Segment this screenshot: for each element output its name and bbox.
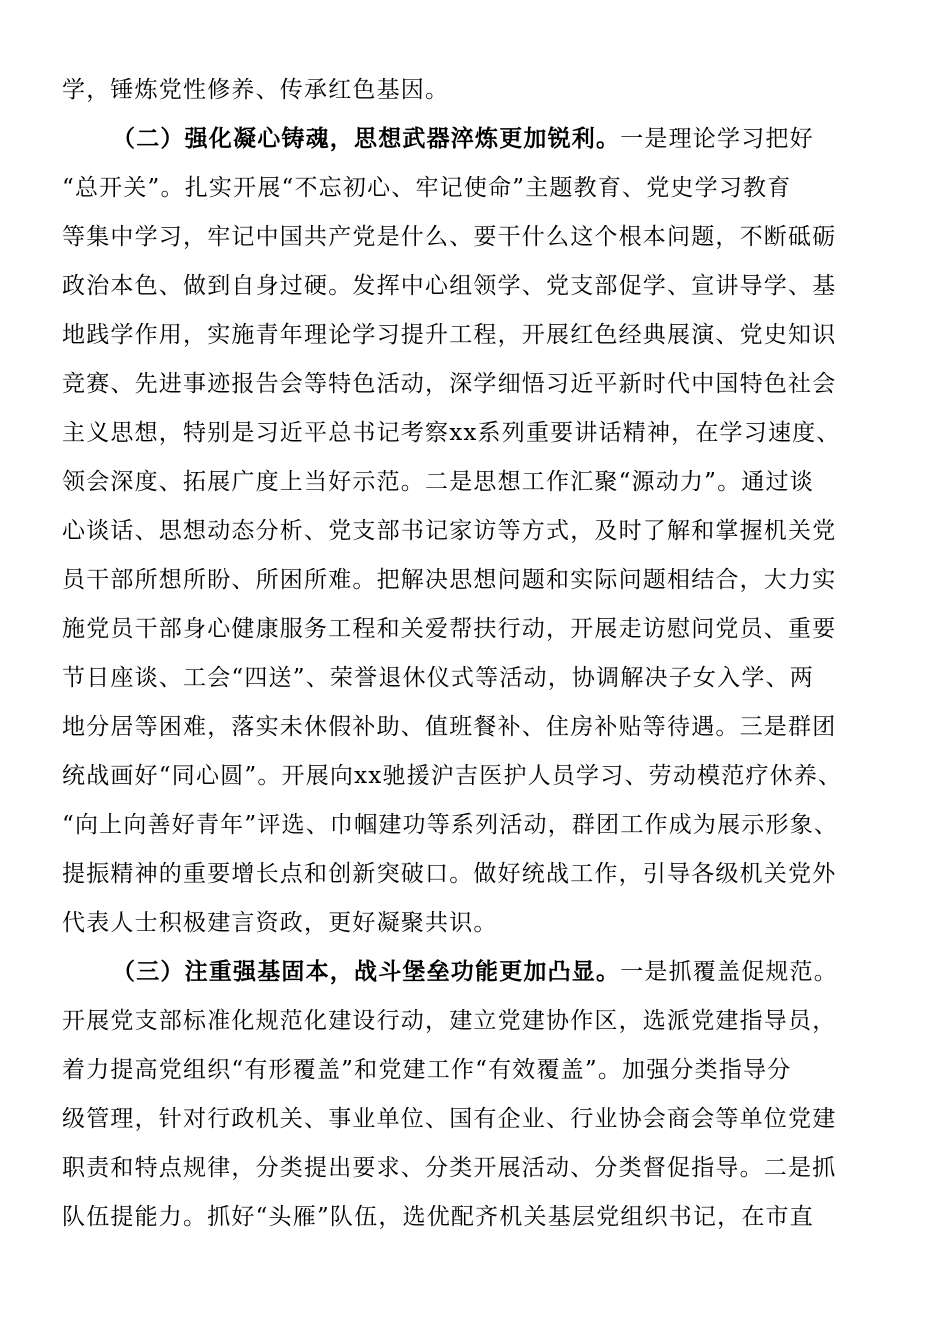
text-line: 代表人士积极建言资政，更好凝聚共识。: [62, 910, 498, 936]
text-line: 地分居等困难，落实未休假补助、值班餐补、住房补贴等待遇。三是群团: [62, 714, 837, 740]
section-3-lead-text: 一是抓覆盖促规范。: [620, 959, 839, 985]
text-line: “总开关”。扎实开展“不忘初心、牢记使命”主题教育、党史学习教育: [62, 175, 792, 201]
text-line: 政治本色、做到自身过硬。发挥中心组领学、党支部促学、宣讲导学、基: [62, 273, 837, 299]
section-3-first-line: [112, 952, 838, 992]
text-line: 开展党支部标准化规范化建设行动，建立党建协作区，选派党建指导员，: [62, 1008, 837, 1034]
text-line: 提振精神的重要增长点和创新突破口。做好统战工作，引导各级机关党外: [62, 861, 837, 887]
text-line: 等集中学习，牢记中国共产党是什么、要干什么这个根本问题，不断砥砺: [62, 224, 837, 250]
text-line: 员干部所想所盼、所困所难。把解决思想问题和实际问题相结合，大力实: [62, 567, 837, 593]
text-line: 施党员干部身心健康服务工程和关爱帮扶行动，开展走访慰问党员、重要: [62, 616, 837, 642]
text-line: 着力提高党组织“有形覆盖”和党建工作“有效覆盖”。加强分类指导分: [62, 1057, 792, 1083]
text-line: 主义思想，特别是习近平总书记考察xx系列重要讲话精神，在学习速度、: [62, 420, 841, 446]
text-line: “向上向善好青年”评选、巾帼建功等系列活动，群团工作成为展示形象、: [62, 812, 839, 838]
section-2-first-line: [112, 119, 814, 159]
text-line: 学，锤炼党性修养、传承红色基因。: [62, 77, 450, 103]
text-line: 地践学作用，实施青年理论学习提升工程，开展红色经典展演、党史知识: [62, 322, 837, 348]
section-2-lead-text: 一是理论学习把好: [620, 126, 814, 152]
section-3-heading: （三）注重强基固本，战斗堡垒功能更加凸显。: [112, 958, 621, 985]
text-line: 节日座谈、工会“四送”、荣誉退休仪式等活动，协调解决子女入学、两: [62, 665, 814, 691]
text-line: 职责和特点规律，分类提出要求、分类开展活动、分类督促指导。二是抓: [62, 1155, 837, 1181]
text-line: 队伍提能力。抓好“头雁”队伍，选优配齐机关基层党组织书记，在市直: [62, 1204, 814, 1230]
text-line: 心谈话、思想动态分析、党支部书记家访等方式，及时了解和掌握机关党: [62, 518, 837, 544]
text-line: 竞赛、先进事迹报告会等特色活动，深学细悟习近平新时代中国特色社会: [62, 371, 837, 397]
text-line: 统战画好“同心圆”。开展向xx驰援沪吉医护人员学习、劳动模范疗休养、: [62, 763, 843, 789]
text-line: 级管理，针对行政机关、事业单位、国有企业、行业协会商会等单位党建: [62, 1106, 837, 1132]
text-line: 领会深度、拓展广度上当好示范。二是思想工作汇聚“源动力”。通过谈: [62, 469, 814, 495]
section-2-heading: （二）强化凝心铸魂，思想武器淬炼更加锐利。: [112, 125, 621, 152]
